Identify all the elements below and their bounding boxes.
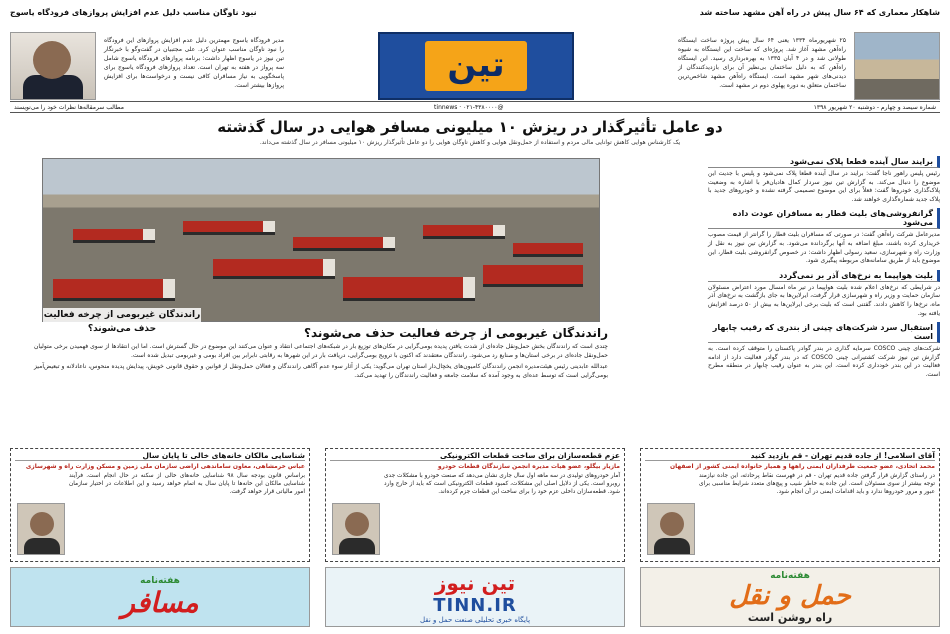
tin-logo[interactable] — [378, 32, 574, 100]
mosafer-ad-small: هفته‌نامه — [140, 575, 180, 586]
haml-ad-title: حمل و نقل — [729, 580, 851, 611]
airport-director-photo — [10, 32, 96, 100]
main-subhead: یک کارشناس هوایی کاهش توانایی مالی مردم و استفاده از حمل‌ونقل هوایی و کاهش ناوگان هوایی را دو عامل تأثیرگذار ریزش ۱۰ میلیونی مسافر در سال گذشته می‌داند. — [259, 139, 681, 146]
opinion-title-3[interactable]: شناسایی مالکان خانه‌های خالی تا پایان سال — [15, 451, 305, 461]
opinion-author-3: عباس خرمشاهی، معاون ساماندهی اراضی سازمان ملی زمین و مسکن وزارت راه و شهرسازی — [25, 463, 305, 470]
teaser-right[interactable]: شاهکار معماری که ۶۴ سال پیش در راه آهن مشهد ساخته شد — [699, 8, 940, 17]
mosafer-ad[interactable] — [10, 567, 310, 627]
teaser-left[interactable]: نبود ناوگان مناسب دلیل عدم افزایش پروازهای فرودگاه یاسوج — [10, 8, 257, 17]
news-title-1[interactable]: برایند سال آینده قطعا پلاک نمی‌شود — [708, 156, 940, 168]
contact-info: @tinnews · ۰۲۱-۴۳۸۰۰۰۰ — [434, 104, 504, 111]
opinion-box-1 — [640, 448, 940, 562]
header-story-left: مدیر فرودگاه یاسوج مهمترین دلیل عدم افزایش پروازهای این فرودگاه را نبود ناوگان مناسب عنوان کرد. علی مجتبیان در گفت‌وگو با خبرنگار تین نیوز در یاسوج اظهار داشت: برنامه پروازهای فرودگاه یاسوج شامل سه پرواز در هفته به تهران است. تعداد پروازهای فرودگاه یاسوج برای پاسخگویی به نیاز مسافران کافی نیست و درخواست‌ها برای افزایش پروازها بیشتر است. — [104, 37, 284, 89]
haml-ad-slogan: راه روشن است — [747, 610, 833, 624]
photo-caption: راندندگان غیربومی از چرخه فعالیت حذف می‌شوند؟ — [43, 310, 201, 334]
opinion-text-3: براساس قانون بودجه سال ۹۸ شناسایی خانه‌های خالی از سکنه در حال انجام است. فرآیند شناسایی مالکان این خانه‌ها تا پایان سال به اتمام خواهد رسید و این اطلاعات در اختیار سازمان امور مالیاتی قرار خواهد گرفت. — [69, 473, 305, 495]
opinion-photo-2 — [332, 503, 380, 555]
mosafer-ad-title: مسافر — [121, 585, 199, 619]
news-body-4: شرکت‌های چینی COSCO سرمایه گذاری در بندر گوادر پاکستان را متوقف کرده است. به گزارش تین نیوز شرکت کشتیرانی چینی COSCO که در بندر گوادر فعالیت دارد از ادامه فعالیت در این بندر خودداری کرده است. این بندر به عنوان رقیب چابهار در منطقه مطرح است. — [708, 345, 941, 378]
main-article — [34, 326, 608, 383]
haml-ad-small: هفته‌نامه — [770, 570, 810, 581]
article-paragraph-1: چندی است که راندندگان بخش حمل‌ونقل جاده‌ای از شدت یافتن پدیده بومی‌گرایی در مکان‌های توزیع بار در شبکه‌های اجتماعی انتقاد و عنوان می‌کنند این موضوع در حال گسترش است. اما این انتقادها از سوی فهمیدن برخی متولیان حمل‌ونقل جاده‌ای در برخی استان‌ها و صنایع رد می‌شود. راندندگان معتقدند که اکنون با ترویج بومی‌گرایی، دریافت بار در این شهرها به رقابتی نابرابر بین افراد بومی و غیربومی تبدیل شده است. — [34, 343, 608, 359]
header-story-right: ۲۵ شهریورماه ۱۳۳۴ یعنی ۶۴ سال پیش پروژه ساخت ایستگاه راه‌آهن مشهد آغاز شد. پروژه‌ای که ساخت این ایستگاه به شیوه طولانی شد و در ۴ آبان ۱۳۳۵ به بهره‌برداری رسید. این ایستگاه راه‌آهن که به دلیل ساختمان بی‌نظیر آن برای بازدیدکنندگان از دیدنی‌های شهر مشهد است. ایستگاه راه‌آهن مشهد شاخص‌ترین ساختمان متعلق به دوره پهلوی دوم در مشهد است. — [678, 37, 846, 89]
tinn-ad-title: تین نیوز — [434, 570, 516, 595]
news-title-3[interactable]: بلیت هواپیما به نرخ‌های آذر بر نمی‌گردد — [708, 270, 940, 282]
opinion-box-3 — [10, 448, 310, 562]
tinn-ad[interactable] — [325, 567, 625, 627]
logo-text: تین — [425, 41, 526, 91]
haml-o-naql-ad[interactable] — [640, 567, 940, 627]
news-body-1: رئیس پلیس راهور ناجا گفت: برایند در سال آینده قطعا پلاک نمی‌شود و پلیس با جدیت این موضوع را دنبال می‌کند. به گزارش تین نیوز سردار کمال هادیان‌فر با اشاره به وضعیت پلاک‌گذاری خودروها گفت: فعلاً برای این موضوع تصمیمی گرفته نشده و خودروهای جدید با پلاک جدید شماره‌گذاری خواهند شد. — [708, 170, 940, 203]
opinion-box-2 — [325, 448, 625, 562]
main-headline[interactable]: دو عامل تأثیرگذار در ریزش ۱۰ میلیونی مسافر هوایی در سال گذشته — [217, 118, 723, 136]
news-body-3: در شرایطی که نرخ‌های اعلام شده بلیت هواپیما در تیر ماه امسال مورد اعتراض مسئولان سازمان حمایت و وزیر راه و شهرسازی قرار گرفت، ایرلاین‌ها به جای بازگشت به نرخ‌های آذر ماه، نرخ‌ها را کاهش دادند. گفتنی است که بلیت برخی ایرلاین‌ها به بیش از ۵۰ درصد افزایش یافته بود. — [708, 283, 940, 317]
opinion-text-1: در راستای گزارش قرار گرفتن جاده قدیم تهران - قم در فهرست نقاط پرحادثه، این جاده نیازمند توجه بیشتر از سوی مسئولان است. این جاده به خاطر شیب و پیچ‌های متعدد شرایط مناسبی برای عبور و مرور خودروها ندارد و باید اقدامات ایمنی در آن انجام شود. — [699, 473, 935, 495]
tinn-ad-url: TINN.IR — [433, 594, 517, 616]
top-teaser-bar — [10, 8, 940, 22]
opinion-title-1[interactable]: آقای اسلامی! از جاده قدیم تهران - قم بازدید کنید — [645, 451, 935, 461]
news-column — [708, 156, 940, 440]
article-paragraph-2: عبدالله عابدینی رئیس هیئت‌مدیره انجمن راندندگان کامیون‌های یخچال‌دار استان تهران می‌گوید: یکی از آثار سوء عدم آگاهی راندندگان و فعالان حمل‌ونقل از قوانین و حقوق قانونی خویش، پیدایش پدیده منحوس، ناعادلانه و تبعیض‌آمیز بومی‌گرایی است که توسط عده‌ای به وجود آمده که سلامت جامعه و فعالیت راندندگان را تهدید می‌کند. — [34, 363, 608, 379]
news-title-2[interactable]: گرانفروشی‌های بلیت قطار به مسافران عودت داده می‌شود — [708, 208, 940, 229]
editorial-note: مطالب سرمقاله‌ها نظرات خود را می‌نویسند — [14, 104, 124, 111]
masthead — [10, 32, 940, 100]
opinion-title-2[interactable]: عزم قطعه‌سازان برای ساخت قطعات الکترونیکی — [330, 451, 620, 461]
tinn-ad-tagline: پایگاه خبری تحلیلی صنعت حمل و نقل — [419, 615, 531, 624]
issue-info-bar — [10, 101, 940, 113]
article-title[interactable]: راندندگان غیربومی از چرخه فعالیت حذف می‌شوند؟ — [304, 326, 608, 340]
opinion-photo-3 — [17, 503, 65, 555]
railway-station-photo — [854, 32, 940, 100]
news-body-2: مدیرعامل شرکت راه‌آهن گفت: در صورتی که مسافران بلیت قطار را گرانتر از قیمت مصوب خریداری کرده باشند، مبلغ اضافه به آنها برگردانده می‌شود. به گزارش تین نیوز به نقل از وزارت راه و شهرسازی، سعید رسولی اظهار داشت: در خصوص گرانفروشی بلیت قطار، این موضوع باید از طریق سامانه‌های مربوطه پیگیری شود. — [708, 231, 940, 265]
opinion-author-1: محمد اتحادی، عضو جمعیت طرفداران ایمنی راهها و همیار خانواده ایمنی کشور از اصفهان — [670, 463, 935, 470]
opinion-photo-1 — [647, 503, 695, 555]
opinion-author-2: مازیار بیگلو، عضو هیات مدیره انجمن سازندگان قطعات خودرو — [437, 463, 620, 470]
news-title-4[interactable]: استقبال سرد شرکت‌های چینی از بندری که رقیب چابهار است — [708, 322, 940, 343]
issue-date: شماره سیصد و چهارم - دوشنبه ۲۰ شهریور ۱۳۹۸ — [813, 104, 936, 111]
opinion-text-2: آمار خودروهای تولیدی در سه ماهه اول سال جاری نشان می‌دهد که صنعت خودرو با مشکلات جدی روبرو است. یکی از دلایل اصلی این مشکلات، کمبود قطعات الکترونیکی است که باید از خارج وارد شود. قطعه‌سازان داخلی عزم خود را برای ساخت این قطعات جزم کرده‌اند. — [384, 473, 620, 495]
